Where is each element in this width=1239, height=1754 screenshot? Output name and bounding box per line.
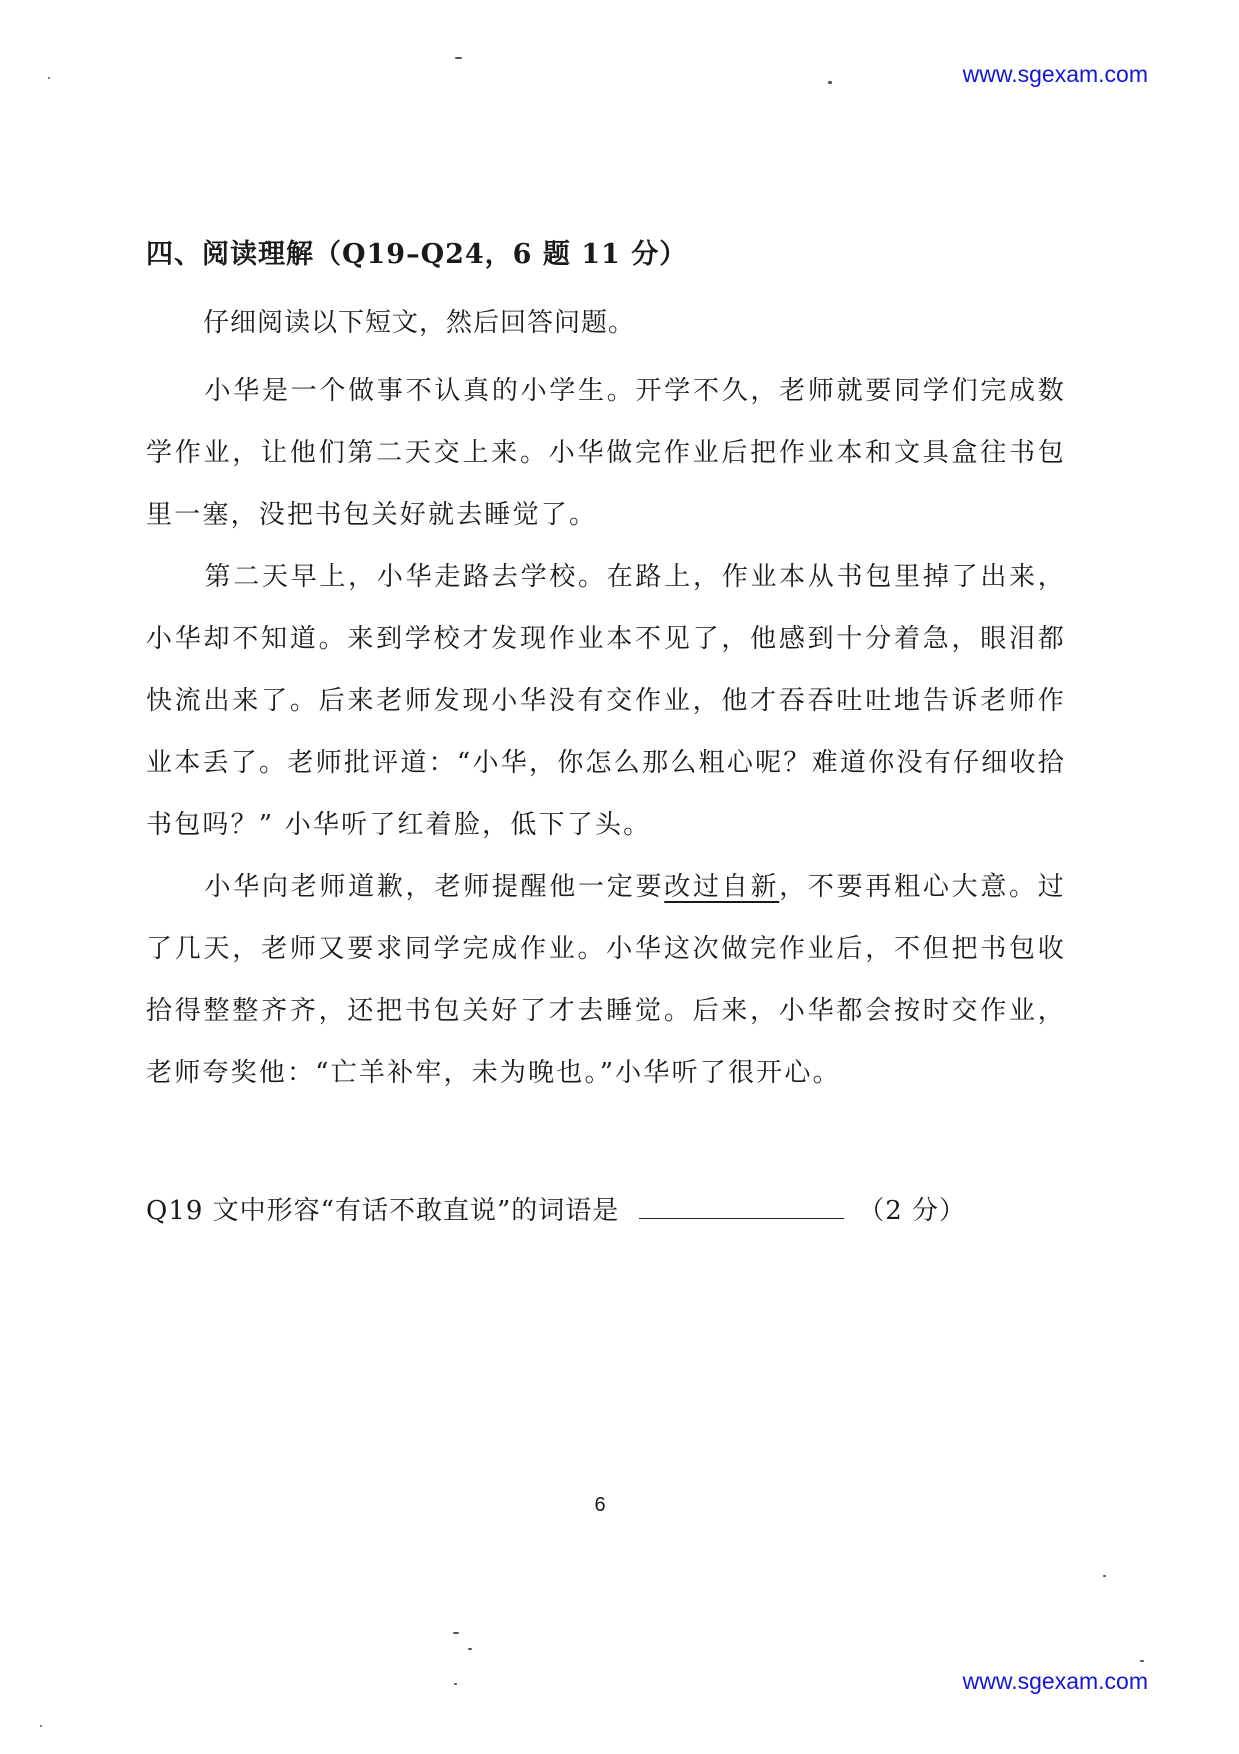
paragraph-3-start: 小华向老师道歉，老师提醒他一定要 bbox=[204, 872, 665, 902]
instruction-text: 仔细阅读以下短文，然后回答问题。 bbox=[203, 308, 636, 338]
section-title: 四、阅读理解（Q19–Q24，6 题 11 分） bbox=[146, 239, 688, 270]
watermark-top: www.sgexam.com bbox=[962, 61, 1148, 87]
scan-speck bbox=[828, 81, 832, 84]
scan-speck bbox=[454, 1683, 457, 1685]
reading-passage bbox=[146, 360, 1066, 1104]
scan-speck bbox=[40, 1725, 42, 1727]
question-marks: （2 分） bbox=[858, 1196, 967, 1226]
passage-paragraph-2: 第二天早上，小华走路去学校。在路上，作业本从书包里掉了出来，小华却不知道。来到学校才发现作业本不见了，他感到十分着急，眼泪都快流出来了。后来老师发现小华没有交作业，他才吞吞吐吐地告诉老师作业本丢了。老师批评道：“小华，你怎么那么粗心呢？难道你没有仔细收拾书包吗？” 小华听了红着脸，低下了头。 bbox=[146, 562, 1066, 840]
question-19 bbox=[146, 1190, 966, 1227]
scan-speck bbox=[455, 57, 462, 59]
answer-blank[interactable] bbox=[639, 1192, 844, 1219]
watermark-bottom: www.sgexam.com bbox=[962, 1668, 1148, 1694]
passage-paragraph-1: 小华是一个做事不认真的小学生。开学不久，老师就要同学们完成数学作业，让他们第二天交上来。小华做完作业后把作业本和文具盒往书包里一塞，没把书包关好就去睡觉了。 bbox=[146, 376, 1066, 530]
page-number: 6 bbox=[594, 1494, 606, 1516]
underlined-phrase: 改过自新 bbox=[664, 872, 780, 902]
question-text: Q19 文中形容“有话不敢直说”的词语是 bbox=[146, 1196, 620, 1226]
scan-speck bbox=[453, 1632, 459, 1634]
passage-paragraph-3 bbox=[146, 856, 1066, 1104]
paragraph-3-end: ，不要再粗心大意。过了几天，老师又要求同学完成作业。小华这次做完作业后，不但把书包收拾得整整齐齐，还把书包关好了才去睡觉。后来，小华都会按时交作业，老师夸奖他：“亡羊补牢，未为晚也。”小华听了很开心。 bbox=[146, 872, 1066, 1088]
scan-speck bbox=[48, 77, 50, 79]
scan-speck bbox=[1103, 1575, 1106, 1577]
scan-speck bbox=[1140, 1660, 1144, 1662]
scan-speck bbox=[468, 1648, 472, 1650]
